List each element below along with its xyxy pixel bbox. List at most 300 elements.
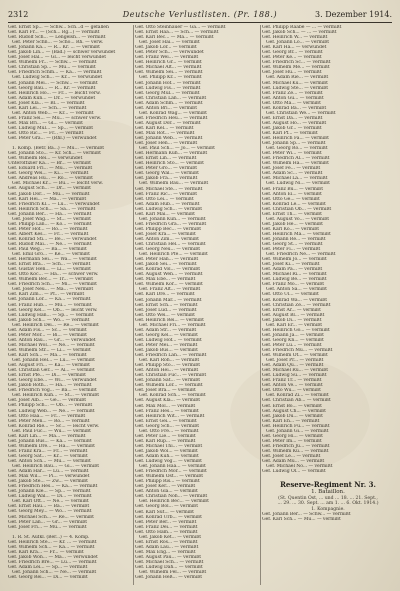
casualty-entry: Gef. Gustav Hen... — Li... — vermißt (8, 267, 91, 273)
casualty-entry: Gef. Max Bri... — Gl... — vermißt (8, 120, 83, 126)
casualty-entry: Gef. Ernst Da... — vermißt (262, 115, 323, 121)
casualty-entry: Gef. Konrad Vol... — vermißt (135, 267, 201, 273)
casualty-entry: Gef. Georg Ebe... — Wi... — verwundet (8, 378, 97, 384)
casualty-entry: Gef. Anton Sa... — vermißt (266, 287, 327, 293)
casualty-entry: Gef. Ludwig Sch... — Kr... — verwundet (12, 75, 103, 81)
casualty-entry: Gef. Georg Wei... — Ki... — vermißt (8, 171, 89, 177)
casualty-entry: Gef. Ernst Ar... — vermißt (262, 307, 321, 313)
casualty-entry: Gef. Johann Web... — vermißt (135, 136, 203, 142)
regiment-meta-line: (St. Quentin Ost, ... und ... 18. ... 21. Sept., (278, 496, 378, 502)
casualty-entry: Gef. Peter Mei... — vermißt (135, 342, 198, 348)
casualty-entry: Gef. Heinrich Wit... — vermißt (135, 413, 205, 419)
casualty-entry: Gef. Johann Ka... — R... Kr. ... — vermißt (8, 45, 100, 51)
casualty-entry: Gef. Karl Er... — vermißt (266, 322, 323, 328)
casualty-entry: Gef. Franz Sei... — Mü... — schwer verw. (8, 115, 102, 121)
column-right-entries (262, 25, 394, 474)
casualty-entry: Gef. Johann Ja... — vermißt (262, 332, 324, 338)
casualty-entry: Gef. Johann Re... — vermißt (262, 236, 326, 242)
casualty-entry: Gef. Johann Bus... — Ka... — vermißt (8, 438, 92, 444)
casualty-entry: Gef. Konrad Sti... — Be... — verwundet (8, 236, 97, 242)
casualty-entry: Gef. Jakob Du... — vermißt (262, 413, 323, 419)
casualty-entry: Gef. Jakob Sei... — vermißt (135, 262, 197, 268)
casualty-entry: Gef. Georg Bau... — R... Kr. — vermißt (8, 85, 96, 91)
casualty-entry: Gef. Philipp Raabe — ... — vermißt (262, 25, 342, 30)
casualty-entry: Gef. Michael Kr... — Bu... — leicht verw. (12, 181, 103, 187)
casualty-entry: Gef. Georg St... — vermißt (262, 242, 323, 248)
casualty-entry: Gef. Friedrich Bre... — Lu... — vermißt (8, 559, 97, 565)
column-divider (133, 25, 134, 585)
casualty-entry: Gef. Josef Kra... — vermißt (135, 231, 196, 237)
casualty-entry: Gef. Ludwig Sü... — vermißt (262, 373, 327, 379)
casualty-entry: Gef. Michael Ste... — vermißt (135, 186, 203, 192)
casualty-entry: Gef. Friedrich Lan... — vermißt (135, 353, 207, 359)
casualty-entry: Gef. Georg Mey... — Wo... — vermißt (8, 509, 92, 515)
casualty-entry: Gef. August Ch... — vermißt (262, 408, 326, 414)
casualty-entry: Gef. Otto Koc... — Ha... — schwer verw. (8, 272, 99, 278)
casualty-entry: Gef. Georg Sat... — Kr... — vermißt (8, 453, 88, 459)
casualty-entry: Gef. Anton Hei... — vermißt (135, 368, 199, 374)
casualty-entry: Gef. Philipp Sch... — Ob... — vermißt (8, 403, 93, 409)
casualty-entry: Gef. August Bl... — vermißt (262, 312, 325, 318)
casualty-entry: Gef. Johann Lor... — Ka... — vermißt (8, 297, 91, 303)
casualty-entry: Gef. Anton Zim... — vermißt (135, 236, 199, 242)
casualty-entry: Gef. Konrad Le... — vermißt (262, 201, 326, 207)
casualty-entry: Gef. Adam Str... — vermißt (135, 327, 197, 333)
casualty-entry: Gef. Georg Kel... — vermißt (135, 332, 198, 338)
casualty-entry: Gef. Max Rot... — vermißt (135, 130, 195, 136)
casualty-entry: Gef. Michael Ku... — vermißt (262, 80, 328, 86)
casualty-entry: Gef. Josef Alb... — Ge... — vermißt (8, 398, 87, 404)
casualty-entry: Gef. Andreas Hu... — Ro... — vermißt (8, 176, 93, 182)
casualty-entry: Gef. Peter Wi... — vermißt (262, 151, 322, 157)
casualty-entry: Gef. Heinrich Sto... — vermißt (135, 161, 204, 167)
casualty-entry: Gef. Karl Lei... — Sch... — vermißt (8, 105, 87, 111)
casualty-entry: Gef. Heinrich Kuh... — St... — vermißt (12, 393, 100, 399)
casualty-entry: Gef. Wilhelm Ost... — vermißt (135, 474, 204, 480)
casualty-entry: Gef. Georg Rei... — Di... — vermißt (8, 575, 88, 581)
casualty-entry: Gef. Otto Wu... — vermißt (262, 388, 321, 394)
battalion-subheading: 1. Bataillon. (311, 489, 345, 496)
casualty-entry: Gef. Adam Fis... — Sc... — vermißt (8, 327, 87, 333)
casualty-entry: Gef. August Kla... — vermißt (135, 398, 201, 404)
casualty-entry: Gef. Konrad Ba... — vermißt (262, 105, 327, 111)
casualty-entry: Gef. Michael Fri... — vermißt (139, 322, 206, 328)
casualty-entry: Gef. Wilhelm Fel... — vermißt (139, 570, 207, 576)
regiment-section (262, 480, 394, 512)
casualty-entry: Gef. Michael Ri... — vermißt (262, 272, 327, 278)
casualty-entry: Gef. Paul Sch... — Jo... — vermißt (139, 146, 215, 152)
casualty-entry: Gef. Paul Fuc... — Wü... — vermißt (12, 428, 91, 434)
casualty-entry: Gef. Johann Hel... — Lu... — vermißt (12, 358, 95, 364)
casualty-entry: Gef. Heinrich Sch... — Sa... — vermißt (8, 206, 96, 212)
casualty-entry: Gef. Friedrich Hes... — Ka... — vermißt (8, 484, 98, 490)
casualty-entry: Gef. Christian Fuc... — vermißt (135, 373, 207, 379)
casualty-entry: Gef. Jakob Dör... — Mü... — vermißt (8, 191, 90, 197)
casualty-entry: Gef. August Pau... — vermißt (135, 554, 202, 560)
casualty-entry: Gef. Georg Sch... — vermißt (135, 423, 200, 429)
casualty-entry: Gef. Paul Weg... — Ba... — vermißt (8, 247, 87, 253)
casualty-entry: Gef. Johann Sch... — Ne... — vermißt (12, 569, 97, 575)
page-date: 3. Dezember 1914. (315, 10, 392, 19)
casualty-entry: Gef. Michael Sch... — Re... — vermißt (8, 514, 94, 520)
casualty-entry: Gef. Michael Wol... — Ne... — vermißt (8, 342, 95, 348)
casualty-entry: Gef. Philipp Lan... — Ko... — vermißt (8, 221, 92, 227)
casualty-entry: Gef. Peter Sch... — verwundet (135, 50, 204, 56)
casualty-entry: Gef. Jakob Bus... — vermißt (135, 348, 198, 353)
casualty-entry: Gef. August Dör... — vermißt (135, 120, 201, 126)
casualty-entry: Gef. Friedrich Al... — vermißt (262, 156, 330, 162)
casualty-entry: Gef. Josef Lud... — vermißt (135, 307, 197, 313)
casualty-entry: Gef. Jakob He... — vermißt (262, 221, 323, 227)
casualty-entry: Gef. Ernst Pfe... — Di... — vermißt (8, 373, 86, 379)
casualty-entry: Gef. Adam Pa... — vermißt (262, 267, 323, 273)
casualty-entry: Gef. Wilhelm Rei... — verwundet (8, 156, 83, 162)
casualty-entry: Gef. Ludwig Han... — Sp... — vermißt (8, 312, 94, 318)
casualty-entry: Gef. Franz Alt... — vermißt (139, 287, 201, 293)
casualty-entry: Gef. Georg Mül... — vermißt (135, 90, 200, 96)
casualty-entry: Gef. Jakob Roth... — Ha... — vermißt (8, 383, 92, 389)
casualty-entry: Gef. Peter Ke... — vermißt (262, 55, 322, 61)
casualty-entry: Gef. Josef Pr... — vermißt (266, 358, 324, 364)
casualty-entry: Gef. Friedrich Ne... — vermißt (266, 252, 336, 258)
regiment-entries (262, 512, 394, 522)
casualty-entry: 1. R. St. Aufkl. (Ber...) — 4. Komp. (12, 534, 90, 540)
casualty-entry: Gef. Josef Fri... — Mü... — vermißt (8, 524, 87, 530)
casualty-entry: Gef. Peter Gro... — vermißt (135, 166, 198, 172)
casualty-entry: Gef. Karl Rup... — vermißt (135, 438, 196, 444)
casualty-entry: Gef. Philipp Kr... — vermißt (139, 75, 202, 81)
casualty-entry: Gef. Peter Men... — Ro... — vermißt (8, 418, 90, 424)
casualty-entry: Gef. Jakob Sch... — Wo... — vermißt (8, 317, 90, 323)
casualty-entry: Gef. Karl Pf... — vermißt (262, 130, 318, 136)
casualty-entry: Gef. August Sch... — Dr... — vermißt (8, 186, 91, 192)
casualty-entry: Gef. Franz Tr... — vermißt (262, 378, 322, 384)
casualty-entry: Gef. Michael No... — vermißt (266, 464, 333, 470)
casualty-entry: Gef. Johann Haa... — vermißt (139, 464, 206, 470)
casualty-entry: Gef. Jakob Ket... — vermißt (139, 534, 202, 540)
page-number: 2312 (8, 10, 29, 19)
casualty-entry: Gef. Ernst Lin... — vermißt (135, 156, 197, 162)
casualty-entry: Gef. Jakob Gr... — vermißt (262, 125, 322, 131)
casualty-entry: Gef. Peter Lie... — vermißt (135, 433, 196, 439)
casualty-entry: Gef. Wilhelm Fr... — Schw... — vermißt (8, 60, 97, 66)
casualty-entry: Gef. Ernst Th... — vermißt (262, 211, 322, 217)
casualty-entry: Gef. Karl Eh... — vermißt (262, 418, 320, 424)
casualty-entry: Gef. Georg Ro... — vermißt (266, 146, 328, 152)
casualty-entry: Gef. Heinrich Bec... — vermißt (139, 499, 209, 505)
casualty-entry: Gef. Christian Noh... — vermißt (135, 494, 208, 500)
casualty-entry: Gef. Adam Lau... — vermißt (135, 544, 199, 550)
casualty-entry: Gef. Michael Ru... — vermißt (262, 368, 329, 374)
casualty-entry: Gef. Adam Kun... — Dr... — verwundet (8, 95, 96, 101)
casualty-entry: Gef. Karl Bec... — Ma... — vermißt (135, 35, 214, 41)
casualty-entry: Gef. Karl Fr... — (Sch... Rg...) — vermißt (8, 30, 100, 36)
casualty-entry: Gef. Otto Ge... — vermißt (262, 196, 320, 202)
casualty-entry: Gef. Franz Mo... — vermißt (262, 282, 325, 288)
casualty-entry: Gef. Emil Gro... — Ke... — vermißt (12, 252, 90, 258)
regiment-meta-line: ... 29. ... 30. Sept. ... am 1. ... 6. Okt. 1914.) (277, 501, 379, 507)
casualty-entry: Gef. Wilhelm Jo... — vermißt (262, 257, 327, 263)
casualty-entry: Gef. Ludwig Web... — Ne... — vermißt (8, 408, 95, 414)
casualty-entry: Gef. Friedrich Sc... — vermißt (262, 60, 331, 66)
casualty-entry: Gef. Christian Sp... — Mü... — vermißt (8, 65, 96, 71)
casualty-entry: Gef. Konrad Sch... — vermißt (139, 393, 206, 399)
casualty-entry: Gef. Adam Har... — Lu... — vermißt (8, 469, 89, 475)
casualty-entry: Gef. Jakob Ste... — Zw... — vermißt (8, 479, 88, 485)
casualty-entry: Gef. Jakob Lor... — vermißt (135, 45, 197, 51)
casualty-entry: Gef. Heinrich Gö... — vermißt (262, 327, 330, 333)
casualty-entry: Gef. Georg Wal... — vermißt (135, 171, 199, 177)
casualty-entry: Gef. Adam Kuh... — vermißt (135, 453, 199, 459)
casualty-entry: Gef. Wilhelm Sch... — Ka... — vermißt (8, 544, 95, 550)
casualty-entry: Gef. Karl Dre... — vermißt (135, 292, 195, 298)
casualty-entry: Gef. Johann Ber... — Schw... — vermißt (262, 512, 351, 518)
casualty-entry: Gef. Johann Sat... — vermißt (135, 378, 201, 384)
casualty-entry: Gef. Konrad Rie... — Sc... — leicht verw. (8, 423, 100, 429)
casualty-entry: Gef. Georg Bol... — vermißt (135, 504, 199, 510)
casualty-entry: Gef. Ernst Sp... — Schw... Sch...d — gefallen (8, 25, 109, 30)
casualty-entry: Gef. Georg Neu... — vermißt (135, 247, 201, 253)
casualty-entry: Gef. Otto Lei... — vermißt (135, 196, 194, 202)
casualty-entry: Gef. Wilhelm Bec... — Tr... — vermißt (8, 277, 93, 283)
casualty-entry: Gef. Johann Lo... — vermißt (266, 40, 330, 46)
regiment-meta (262, 496, 394, 512)
casualty-entry: Gef. Konrad Wa... — vermißt (262, 297, 328, 303)
casualty-entry: Gef. Ludwig Dah... — vermißt (135, 565, 203, 571)
casualty-entry: Gef. Karl Sch... — Mü... — vermißt (262, 517, 341, 523)
casualty-entry: Gef. Karl Zim... — Pf... — vermißt (8, 292, 85, 298)
casualty-entry: Gef. Josef Bra... — vermißt (135, 388, 196, 394)
casualty-entry: Gef. Peter Gra... — (Rhl.) — verwundet (8, 136, 97, 142)
casualty-entry: Gef. Anton Bri... — vermißt (135, 105, 197, 111)
casualty-entry: Gef. Christian Lan... — vermißt (135, 95, 207, 101)
casualty-entry: Gef. Wilhelm Bau... — vermißt (139, 181, 209, 187)
casualty-entry: Gef. Jakob Fra... — vermißt (135, 176, 198, 182)
casualty-entry: Gef. Max Ebe... — vermißt (135, 277, 196, 283)
casualty-entry: Gef. Ludwig Vog... — vermißt (135, 459, 202, 465)
casualty-entry: Gef. Franz Hub... — Mü... — vermißt (8, 302, 92, 308)
casualty-entry: Gef. Anton Web... — Kr... — vermißt (12, 110, 94, 116)
casualty-entry: Gef. Konrad Wag... — vermißt (139, 110, 207, 116)
casualty-entry: Gef. Ernst Bra... — Sch... — vermißt (8, 262, 91, 268)
casualty-entry: Gef. Otto Haa... — Fr... — vermißt (8, 413, 86, 419)
casualty-entry: Gef. Michael Thi... — vermißt (135, 443, 203, 449)
casualty-entry: Gef. Ludwig Ol... — vermißt (262, 469, 326, 475)
casualty-entry: Gef. Jakob Wol... — vermißt (135, 448, 198, 454)
casualty-entry: Gef. Ludwig Ste... — vermißt (262, 85, 329, 91)
casualty-entry: Gef. Karl Ha... — verwundet (262, 45, 327, 51)
casualty-entry: Gef. Otto Ma... — vermißt (262, 100, 321, 106)
casualty-entry: Gef. Karl Lin... — Ma... — vermißt (8, 433, 86, 439)
casualty-entry: Gef. Anton Gu... — vermißt (262, 95, 324, 101)
casualty-entry: Gef. Heinrich Bau... — Gi... — vermißt (12, 464, 100, 470)
casualty-entry: Gef. Jakob Di... — vermißt (262, 317, 322, 323)
casualty-entry: Gef. Karl Hei... — Ma... — vermißt (8, 196, 87, 202)
casualty-entry: Gef. Otto Ric... — Fr... — vermißt (8, 130, 84, 136)
casualty-entry: Gef. Karl Ko... — vermißt (262, 226, 320, 232)
casualty-entry: Gef. Ludwig Ni... — vermißt (266, 181, 330, 187)
casualty-entry: Gef. Anton Rau... — Gr... — verwundet (8, 337, 96, 343)
casualty-entry: Gef. Heinrich Rei... — vermißt (135, 317, 204, 323)
casualty-entry: Gef. Adam Rie... — vermißt (266, 75, 329, 81)
casualty-entry: Gef. Adam Schm... — vermißt (135, 100, 203, 106)
casualty-entry: Gef. Ludwig Be... — vermißt (262, 277, 327, 283)
casualty-entry: Gef. Heinrich Ste... — Kr. ... — vermißt (8, 539, 97, 545)
casualty-entry: Gef. Philipp Sto... — vermißt (135, 363, 201, 369)
casualty-entry: Gef. Friedrich Schm... — Ka... — vermißt (8, 70, 102, 76)
casualty-entry: Gef. Johann Ber... — Ha... — vermißt (8, 211, 92, 217)
casualty-entry: Gef. Johann Heß... — vermißt (135, 575, 203, 581)
casualty-entry: Gef. Christian Ob... — vermißt (262, 206, 332, 212)
casualty-entry: Gef. Anton Gla... — vermißt (135, 489, 198, 495)
casualty-entry: Gef. Ernst Ros... — vermißt (135, 539, 198, 545)
casualty-entry: Gef. Adam Mü... — vermißt (262, 459, 325, 465)
casualty-entry: Gef. Ernst Hau... — Ba... — vermißt (8, 504, 90, 510)
casualty-entry: Gef. Philipp Bec... — vermißt (135, 226, 202, 232)
casualty-entry: Gef. Georg Kn... — vermißt (262, 337, 324, 343)
casualty-entry: Gef. Ernst Bo... — vermißt (262, 403, 322, 409)
casualty-entry: Gef. Karl Ott... — Ne... — vermißt (12, 499, 89, 505)
casualty-entry: Gef. Josef Fe... — vermißt (262, 166, 321, 172)
casualty-entry: Gef. Wilhelm Me... — vermißt (262, 65, 330, 71)
casualty-entry: Gef. Otto Wei... — vermißt (135, 312, 195, 318)
casualty-entry: Gef. Wilhelm Sei... — vermißt (135, 70, 203, 76)
casualty-entry: Gef. Friedrich Vog... — Ba... — vermißt (8, 388, 97, 394)
casualty-entry: Gef. Peter Lan... — Gr... — vermißt (8, 519, 88, 525)
casualty-entry: Gef. Georg Br... — vermißt (262, 50, 323, 56)
casualty-entry: Gef. Max Eng... — vermißt (135, 549, 196, 555)
casualty-entry: Gef. Max Wil... — Pi... — verwundet (8, 474, 90, 480)
casualty-entry: Gef. Peter Han... — vermißt (135, 257, 199, 263)
casualty-entry: Gef. Rudolf Sch... — Lengelsh... — vermißt (8, 35, 106, 41)
casualty-entry: Gef. Adam Hub... — vermißt (135, 201, 200, 207)
casualty-entry: Gef. Christian Hel... — vermißt (135, 242, 206, 248)
casualty-entry: Gef. August Wen... — vermißt (135, 272, 203, 278)
casualty-entry: Gef. Karl Sch... — Ma... — vermißt (8, 353, 87, 358)
regiment-meta-line: 1. Kompagnie. (311, 506, 345, 512)
casualty-entry: Gef. Johann Mar... — vermißt (135, 297, 202, 303)
casualty-entry: Gef. Rudolf Mai... — Ne... — vermißt (8, 241, 92, 247)
casualty-entry: Gef. Konrad Urb... — vermißt (135, 514, 202, 520)
casualty-entry: Gef. Wilhelm Ot... — vermißt (262, 353, 328, 359)
casualty-entry: Gef. Josef Hen... — vermißt (135, 141, 198, 147)
casualty-entry: Gef. Adam Qu... — vermißt (262, 363, 324, 369)
casualty-entry: Gef. Johann Sto... — Kr. Sch... — vermißt (8, 151, 101, 157)
casualty-entry: Gef. August Fri... — Ka... — vermißt (8, 363, 90, 369)
casualty-entry: Gef. Peter Fi... — vermißt (262, 247, 321, 253)
header-rule (8, 22, 392, 23)
casualty-entry: Gef. Johann Mei... — Schw... — vermißt (8, 80, 98, 86)
casualty-entry: Gef. Heinrich Gr... — vermißt (135, 60, 202, 66)
casualty-entry: Gef. Ludwig Mül... — Sp... — vermißt (8, 125, 94, 131)
casualty-entry: Unteroffizier Ka... — Br... — vermißt (8, 161, 91, 167)
casualty-entry: Gef. Ernst Sch... — vermißt (135, 302, 198, 308)
casualty-entry: Gef. Josef Wag... — St... — vermißt (12, 216, 91, 222)
casualty-entry: Gef. Karl Sut... — vermißt (135, 509, 194, 515)
casualty-entry: Gef. Ludwig Fis... — vermißt (135, 85, 201, 91)
casualty-entry: Gef. August Vo... — vermißt (266, 216, 330, 222)
casualty-entry: Gef. Josef Hal... — Gl... — leicht verwundet (8, 55, 106, 61)
casualty-entry: Gef. Christian Ab... — vermißt (262, 398, 331, 404)
casualty-entry: Gef. Wilhelm Kü... — vermißt (262, 448, 329, 454)
casualty-entry: Gef. Otto Steinhauer — Ga... — vermißt (135, 25, 226, 30)
casualty-entry: Gef. Franz Wei... — vermißt (135, 55, 199, 61)
casualty-entry: Gef. Ludwig Hof... — vermißt (135, 337, 202, 343)
casualty-entry: Gef. Ernst Gei... — vermißt (135, 418, 197, 424)
casualty-entry: Gef. Friedrich Heu... — vermißt (135, 115, 208, 121)
casualty-entry: Gef. Friedrich Mor... — vermißt (135, 469, 207, 475)
casualty-entry: Gef. Heinrich Pfe... — vermißt (139, 252, 208, 258)
casualty-entry: Gef. Josef Neu... — Ma... — vermißt (12, 287, 94, 293)
casualty-entry: Gef. Ludwig Sch... — vermißt (135, 206, 203, 212)
casualty-entry: Gef. Peter Hof... — Ro... — vermißt (8, 226, 88, 232)
casualty-entry: Gef. Jakob Won... — Ma... — verwundet (8, 554, 98, 560)
column-left (8, 25, 132, 585)
page-header (8, 9, 392, 21)
casualty-entry: Gef. Peter Im... — vermißt (262, 438, 322, 444)
casualty-entry: Gef. Anton Ve... — vermißt (262, 383, 323, 389)
casualty-entry: Gef. Otto Fre... — vermißt (139, 428, 199, 434)
casualty-entry: Gef. Peter Lü... — vermißt (262, 342, 322, 348)
casualty-entry: Gef. Franz Hes... — vermißt (135, 408, 199, 414)
casualty-entry: Gef. Peter Ber... — vermißt (135, 519, 197, 525)
casualty-entry: Gef. Karl Kra... — Fr... — vermißt (8, 549, 84, 555)
casualty-entry: Gef. Max Mol... — vermißt (135, 403, 196, 409)
casualty-entry: Gef. Georg Hi... — vermißt (262, 433, 323, 439)
casualty-entry: Gef. Wilhelm Lor... — vermißt (135, 383, 203, 389)
casualty-entry: Gef. Christian Ze... — vermißt (262, 302, 331, 308)
casualty-entry: Gef. Franz Dei... — vermißt (135, 524, 198, 530)
casualty-entry: Gef. Hermann Sei... — Wa... — vermißt (8, 257, 97, 263)
casualty-entry: 1. Komp. (Betr. Ba...) — Mü... — vermißt (12, 146, 105, 152)
casualty-entry: Gef. Karl Mai... — vermißt (135, 211, 195, 217)
casualty-entry: Gef. Wilhelm Str... — Li... — vermißt (8, 347, 91, 353)
column-middle (135, 25, 259, 585)
casualty-entry: Gef. Josef Kla... — Bl... — vermißt (8, 100, 85, 106)
column-right (262, 25, 394, 585)
casualty-entry: Gef. Heinrich Ho... — Fr... — leicht verw. (8, 90, 101, 96)
casualty-entry: Gef. Johann Kun... — vermißt (139, 216, 206, 222)
casualty-entry: Gef. Johann Kle... — Sp... — vermißt (8, 489, 91, 495)
casualty-entry: Gef. Jakob Lin... — (Bad.) — schwer verwundet (8, 50, 116, 56)
casualty-entry: Gef. Josef Hu... — vermißt (262, 70, 322, 76)
casualty-entry: Gef. Johann Gi... — vermißt (266, 428, 329, 434)
casualty-entry: Gef. Hermann Küh... — vermißt (135, 151, 208, 157)
column-divider (260, 25, 261, 585)
casualty-entry: Gef. Karl Kel... — vermißt (135, 125, 194, 131)
casualty-entry: Gef. Albert Kes... — Fr... — vermißt (8, 231, 89, 237)
casualty-entry: Gef. Michael La... — vermißt (262, 176, 328, 182)
regiment-heading: Reserve-Regiment Nr. 3. (280, 480, 376, 490)
casualty-entry: Gef. Peter Mor... — Bi... — vermißt (8, 332, 87, 338)
casualty-entry: Gef. Peter Schn... — Schö... Rh. — verw. (12, 40, 104, 46)
casualty-entry: Gef. Christian Ger... — Al... — vermißt (8, 368, 95, 374)
casualty-entry: Gef. Christian We... — vermißt (266, 110, 336, 116)
casualty-entry: Gef. Heinrich Fu... — vermißt (262, 423, 330, 429)
casualty-entry: Gef. Otto Ham... — vermißt (135, 529, 198, 535)
casualty-entry: Gef. Otto Ul... — vermißt (262, 292, 319, 298)
casualty-entry: Gef. Ludwig Wal... — Di... — vermißt (8, 494, 92, 500)
casualty-entry: Gef. Heinrich W... — vermißt (262, 35, 328, 41)
casualty-entry: Gef. Franz Kra... — Fr... — vermißt (8, 448, 88, 454)
casualty-entry: Gef. Anton Sch... — Mü... — vermißt (8, 458, 91, 464)
casualty-entry: Gef. Friedrich Gra... — vermißt (135, 221, 207, 227)
casualty-entry: Gef. Friedrich Kl... — Lu... — verwundet (8, 201, 100, 207)
casualty-entry: Gef. Franz Ric... — vermißt (135, 191, 198, 197)
casualty-entry: Gef. Michael Alt... — vermißt (135, 65, 202, 71)
casualty-entry: Gef. Wilhelm Ha... — vermißt (262, 161, 329, 167)
casualty-entry: Gef. Heinrich Ma... — vermißt (262, 231, 331, 237)
